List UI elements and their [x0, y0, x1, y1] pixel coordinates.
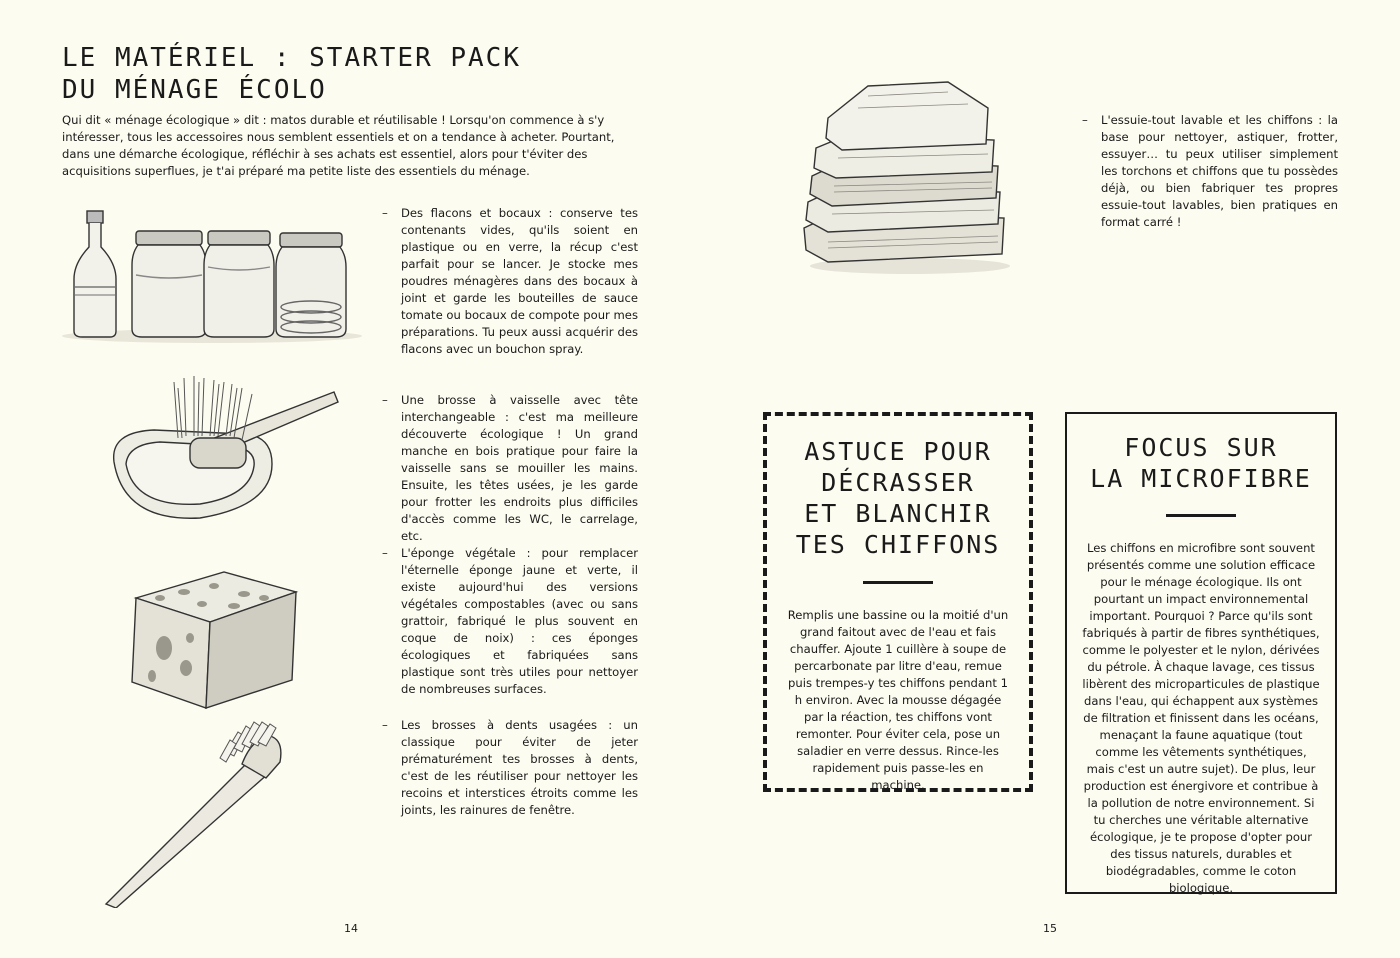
- folded-cloths-illustration: [798, 78, 1022, 278]
- list-item-toothbrushes: – Les brosses à dents usagées : un classique pour éviter de jeter prématurément tes brosses à dents, c'est de les réutiliser pour nettoyer les recoins et interstices étroits comme les joints, les rainures de fenêtre.: [382, 717, 638, 819]
- list-item-cloths: – L'essuie-tout lavable et les chiffons : la base pour nettoyer, astiquer, frotter, essuyer… tu peux utiliser simplement les torchons et chiffons que tu possèdes déjà, ou bien fabriquer tes propres essuie-tout lavables, bien pratiques en format carré !: [1082, 112, 1338, 231]
- page-title: [62, 42, 642, 106]
- title-line-1: LE MATÉRIEL : STARTER PACK: [62, 43, 521, 73]
- title-line-2: DU MÉNAGE ÉCOLO: [62, 75, 327, 105]
- jars-and-bottle-illustration: [52, 205, 364, 345]
- focus-box: [1065, 412, 1337, 894]
- list-item-sponge: – L'éponge végétale : pour remplacer l'éternelle éponge jaune et verte, il existe aujourd'hui des versions végétales compostables (avec ou sans grattoir, fabriqué le plus souvent en coque de noix) : ces éponges écologiques et fabriquées sans plastique sont très utiles pour nettoyer de nombreuses surfaces.: [382, 545, 638, 698]
- focus-box-divider: [1166, 514, 1236, 517]
- tip-box-title: [767, 436, 1029, 560]
- focus-title-line-2: LA MICROFIBRE: [1090, 464, 1312, 493]
- tip-box: [763, 412, 1033, 792]
- sponge-illustration: [124, 558, 304, 714]
- list-item-jars: – Des flacons et bocaux : conserve tes contenants vides, qu'ils soient en plastique ou en verre, la récup c'est parfait pour se lancer. Je stocke mes poudres ménagères dans des bocaux à joint et garde les bouteilles de sauce tomate ou bocaux de compote pour mes préparations. Tu peux aussi acquérir des flacons avec un bouchon spray.: [382, 205, 638, 358]
- list-item-dish-brush: – Une brosse à vaisselle avec tête interchangeable : c'est ma meilleure découverte écologique ! Un grand manche en bois pratique pour faire la vaisselle sans se mouiller les mains. Ensuite, les têtes usées, je les garde pour frotter les endroits plus difficiles d'accès comme les WC, le carrelage, etc.: [382, 392, 638, 545]
- toothbrush-illustration: [102, 718, 286, 908]
- intro-paragraph: Qui dit « ménage écologique » dit : matos durable et réutilisable ! Lorsqu'on commence à s'y intéresser, tous les accessoires nous semblent essentiels et on a tendance à acheter. Pourtant, dans une démarche écologique, réfléchir à ses achats est essentiel, alors pour t'éviter des acquisitions superflues, je t'ai préparé ma petite liste des essentiels du ménage.: [62, 113, 615, 178]
- dish-brush-illustration: [104, 372, 340, 522]
- page-number-right: 15: [1043, 922, 1057, 935]
- tip-title-line-1: ASTUCE POUR: [804, 437, 992, 466]
- focus-box-title: [1067, 432, 1335, 494]
- tip-title-line-4: TES CHIFFONS: [795, 530, 1001, 559]
- tip-title-line-3: ET BLANCHIR: [804, 499, 992, 528]
- tip-box-text: Remplis une bassine ou la moitié d'un grand faitout avec de l'eau et fais chauffer. Ajoute 1 cuillère à soupe de percarbonate par litre d'eau, remue puis trempes-y tes chiffons pendant 1 h environ. Avec la mousse dégagée par la réaction, tes chiffons vont remonter. Pour éviter cela, pose un saladier en verre dessus. Rince-les rapidement puis passe-les en machine.: [787, 608, 1009, 792]
- focus-box-text: Les chiffons en microfibre sont souvent présentés comme une solution efficace pour le ménage écologique. Ils ont pourtant un impact environnemental important. Pourquoi ? Parce qu'ils sont fabriqués à partir de fibres synthétiques, comme le polyester et le nylon, dérivées du pétrole. À chaque lavage, ces tissus libèrent des microparticules de plastique dans l'eau, qui échappent aux systèmes de filtration et finissent dans les océans, menaçant la faune aquatique (tout comme les vêtements synthétiques, mais c'est un autre sujet). De plus, leur production est énergivore et contribue à la pollution de notre environnement. Si tu cherches une véritable alternative écologique, je te propose d'opter pour des tissus naturels, durables et biodégradables, comme le coton biologique.: [1082, 541, 1320, 895]
- tip-title-line-2: DÉCRASSER: [821, 468, 975, 497]
- focus-title-line-1: FOCUS SUR: [1124, 433, 1278, 462]
- page-number-left: 14: [344, 922, 358, 935]
- tip-box-divider: [863, 581, 933, 584]
